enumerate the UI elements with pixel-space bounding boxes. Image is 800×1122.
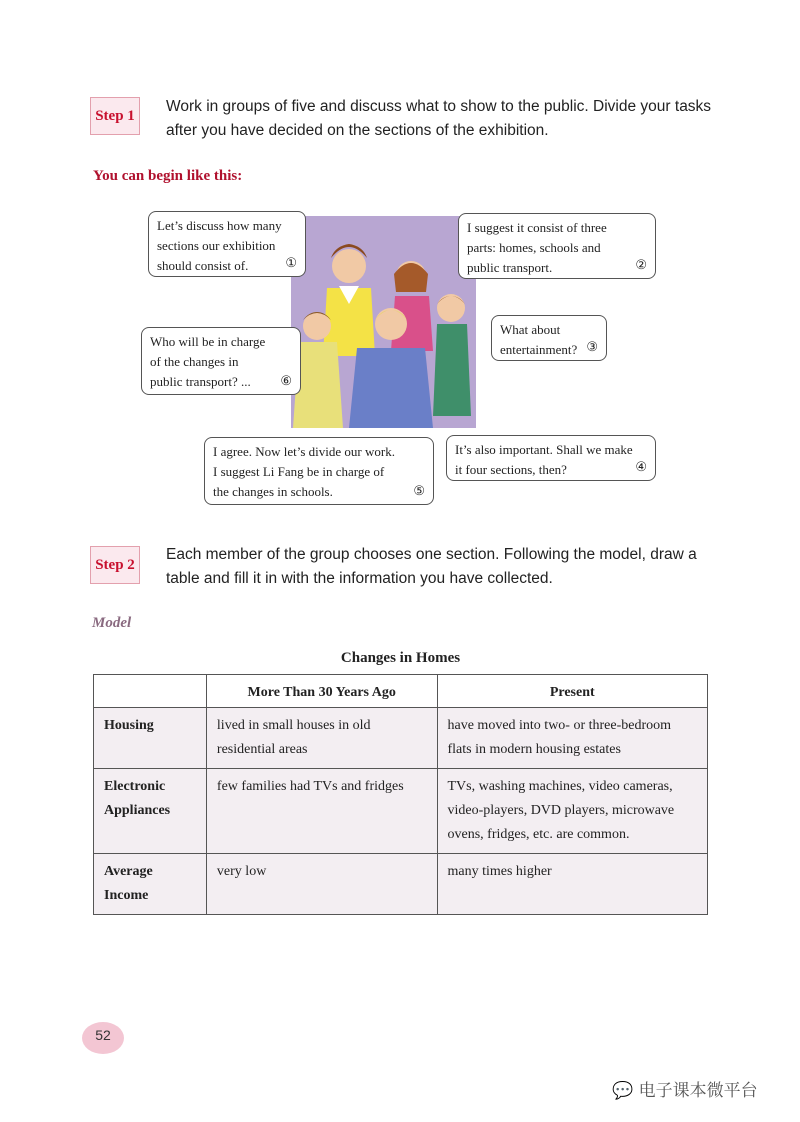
bubble-2-line2: parts: homes, schools and [467,240,601,255]
row-label-appliances [94,769,207,854]
cell-line: residential areas [216,742,308,757]
cell-line: few families had TVs and fridges [216,779,404,794]
bubble-3-line1: What about [500,322,561,337]
table-row [94,769,708,854]
bubble-5-number: ⑤ [413,483,425,498]
discussion-illustration [291,216,476,428]
table-header-empty [94,675,207,708]
row-label-line: Electronic [104,779,166,794]
step1-tag: Step 1 [90,97,140,135]
speech-bubble-2 [458,213,656,279]
bubble-6-line3: public transport? ... [150,374,251,389]
table-header-row [94,675,708,708]
cell-line: TVs, washing machines, video cameras, [447,779,673,794]
cell-line: many times higher [447,864,552,879]
cell-line: lived in small houses in old [216,718,371,733]
step2-tag: Step 2 [90,546,140,584]
students-group-illustration [291,216,476,428]
row-label-line: Housing [104,718,154,733]
row-label-line: Income [104,888,149,903]
page-number: 52 [82,1022,124,1054]
table-row [94,854,708,915]
cell-present [437,854,708,915]
table-title: Changes in Homes [340,650,461,666]
row-label-line: Average [104,864,153,879]
bubble-2-number: ② [635,257,647,272]
wechat-icon: 💬 [612,1081,634,1101]
bubble-3-number: ③ [586,339,598,354]
cell-line: have moved into two- or three-bedroom [447,718,672,733]
step2-line2: table and fill it in with the information you have collected. [166,570,553,587]
begin-heading: You can begin like this: [93,168,243,184]
bubble-1-number: ① [285,255,297,270]
cell-line: ovens, fridges, etc. are common. [447,827,630,842]
cell-past [206,708,437,769]
bubble-5-line1: I agree. Now let’s divide our work. [213,444,395,459]
speech-bubble-4 [446,435,656,481]
bubble-4-line1: It’s also important. Shall we make [455,442,633,457]
speech-bubble-1 [148,211,306,277]
bubble-1-line3: should consist of. [157,258,249,273]
watermark [612,1076,758,1101]
bubble-3-line2: entertainment? [500,342,578,357]
table-header-present: Present [437,675,708,708]
row-label-housing [94,708,207,769]
step1-line1: Work in groups of five and discuss what to show to the public. Divide your tasks [166,98,712,115]
model-label: Model [92,615,132,631]
row-label-line: Appliances [104,803,171,818]
bubble-2-line3: public transport. [467,260,553,275]
watermark-text: 电子课本微平台 [638,1081,758,1101]
bubble-2-line1: I suggest it consist of three [467,220,607,235]
bubble-6-line1: Who will be in charge [150,334,266,349]
step1-instructions [166,95,736,143]
bubble-5-line2: I suggest Li Fang be in charge of [213,464,385,479]
step2-instructions [166,543,736,591]
bubble-1-line1: Let’s discuss how many [157,218,282,233]
row-label-income [94,854,207,915]
speech-bubble-5 [204,437,434,505]
speech-bubble-3 [491,315,607,361]
cell-past [206,854,437,915]
bubble-6-number: ⑥ [280,373,292,388]
cell-present [437,769,708,854]
cell-line: very low [216,864,267,879]
step1-line2: after you have decided on the sections of the exhibition. [166,122,549,139]
bubble-1-line2: sections our exhibition [157,238,276,253]
cell-line: flats in modern housing estates [447,742,621,757]
bubble-4-number: ④ [635,459,647,474]
step2-line1: Each member of the group chooses one section. Following the model, draw a [166,546,697,563]
speech-bubble-6 [141,327,301,395]
bubble-6-line2: of the changes in [150,354,239,369]
bubble-5-line3: the changes in schools. [213,484,333,499]
cell-present [437,708,708,769]
cell-past [206,769,437,854]
table-header-past: More Than 30 Years Ago [206,675,437,708]
changes-table [93,674,708,915]
table-row [94,708,708,769]
bubble-4-line2: it four sections, then? [455,462,567,477]
cell-line: video-players, DVD players, microwave [447,803,675,818]
